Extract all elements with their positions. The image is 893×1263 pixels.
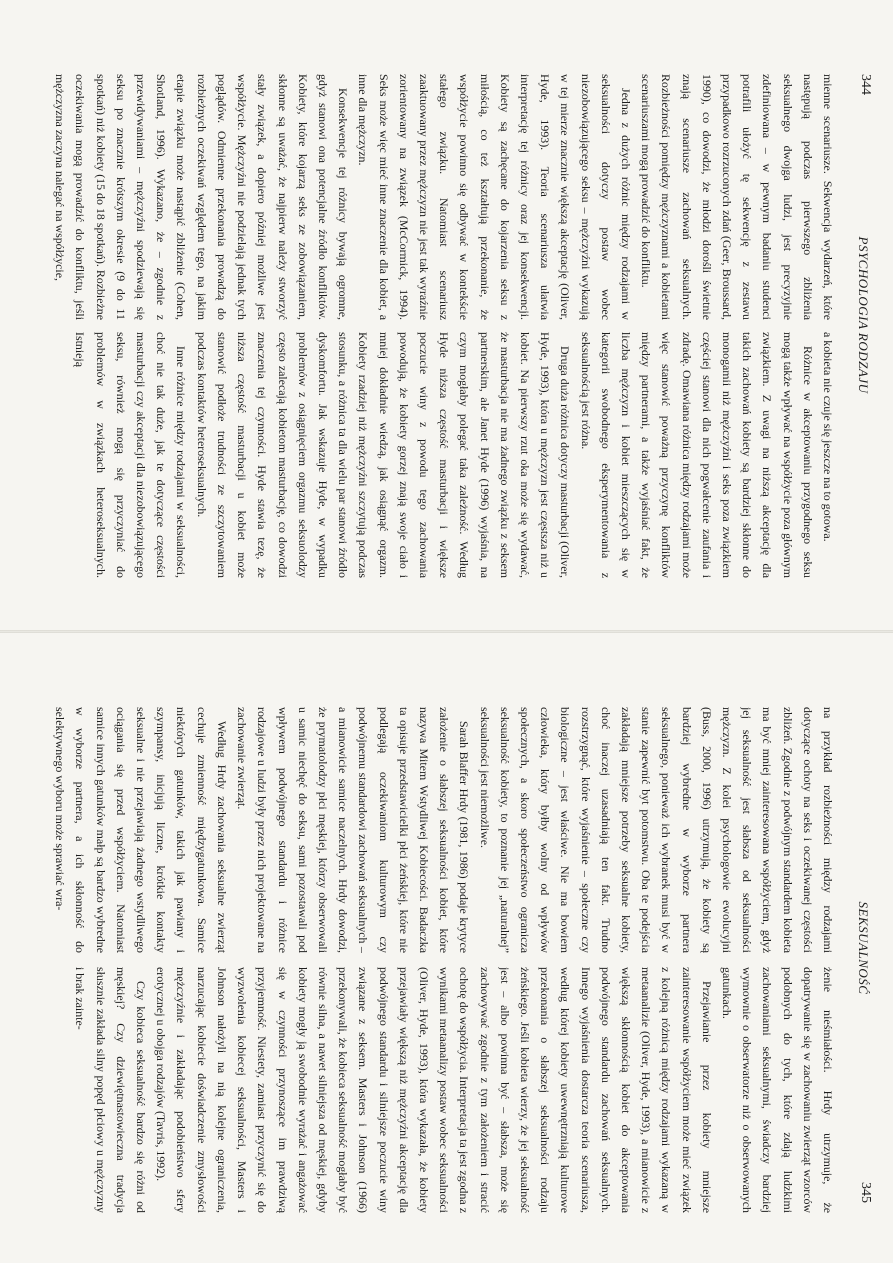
- paragraph: Inne różnice między rodzajami w seksualności, choć nie tak duże, jak te dotyczące częstości masturbacji czy akceptacji dla niezobowiązującego seksu, również mogą się przyczyniać do problemów w związkach heteroseksualnych. Istnieją: [73, 332, 189, 578]
- paragraph: Jedna z dużych różnic między rodzajami w seksualności dotyczy postaw wobec niezobowiązującego seksu – mężczyźni wykazują w tej mierze znacznie większą akceptację (Oliver, Hyde, 1993). Teoria scenariusza ułatwia interpretację tej różnicy oraz jej konsekwencji. Kobiety są zachęcane do kojarzenia seksu z miłością, co też kształtują przekonanie, że współżycie powinno się odbywać w kontekście stałego związku. Natomiast scenariusz zaaktuowany przez mężczyzn nie jest tak wyraźnie zorientowany na związek (McCormick, 1994). Seks może więc mieć inne znaczenie dla kobiet, a inne dla mężczyzn.: [356, 74, 633, 320]
- left-column-2: [38, 332, 838, 578]
- paragraph: Konsekwencje tej różnicy bywają ogromne, gdyż stanowi ona potencjalne źródło konfliktów. Kobiety, które kojarzą seks ze zobowiązaniem, skłonne są uważać, że najpierw należy stworzyć stały związek, a dopiero później możliwe jest współżycie. Mężczyźni nie podzielają jednak tych poglądów. Odmienne przekonania prowadzą do rozbieżnych oczekiwań względem tego, na jakim etapie związku może nastąpić zbliżenie (Cohen, Shotland, 1996). Wykazano, że – zgodnie z przewidywaniami – mężczyźni spodziewają się seksu po znacznie krótszym okresie (9 do 11 spotkań) niż kobiety (15 do 18 spotkań). Rozbieżne oczekiwania mogą prowadzić do konfliktu, jeśli mężczyzna zaczyna nalegać na współżycie,: [53, 74, 351, 320]
- paragraph: na przykład rozbieżności między rodzajami dotyczące ochoty na seks i oczekiwanej częstości zbliżeń. Zgodnie z podwójnym standardem kobieta ma być mniej zainteresowana współżyciem, gdyż jej seksualność jest słabsza od seksualności mężczyzn. Z kolei psychologowie ewolucyjni (Buss, 2000, 1996) utrzymują, że kobiety są bardziej wybredne w wyborze partnera seksualnego, ponieważ ich wybranek musi być w stanie zapewnić byt potomstwu. Oba te podejścia zakładają mniejsze potrzeby seksualne kobiety, choć inaczej uzasadniają ten fakt. Trudno rozstrzygnąć, które wyjaśnienie – społeczne czy biologiczne – jest właściwe. Nie ma bowiem człowieka, który byłby wolny od wpływów społecznych, a skoro społeczeństwo ogranicza seksualność kobiety, to poznanie jej „naturalnej” seksualności jest niemożliwe.: [477, 707, 835, 953]
- paragraph: Czy kobieca seksualność bardzo się różni od męskiej? Czy dziewiętnastowieczna tradycja słusznie zakłada silny popęd płciowy u mężczyzny i brak zainte-: [73, 967, 149, 1213]
- right-column-2: [38, 967, 838, 1213]
- left-column-1: [38, 74, 838, 320]
- paragraph: Według Hrdy zachowania seksualne zwierząt cechuje zmienność międzygatunkowa. Samice niektórych gatunków, takich jak pawiany i szympansy, inicjują liczne, krótkie kontakty seksualne i nie przejawiają żadnego wstydliwego ociągania się przed współżyciem. Natomiast samice innych gatunków małp są bardzo wybredne w wyborze partnera, a ich skłonność do selektywnego wyboru może sprawiać wra-: [53, 707, 229, 953]
- paragraph: żenie nieśmiałości. Hrdy utrzymuje, że dopatrywanie się w zachowaniu zwierząt wzorców podobnych do tych, które zdają ludzkimi zachowaniami seksualnymi, świadczy bardziej wymownie o obserwatorze niż o obserwowanych gatunkach.: [719, 967, 835, 1213]
- left-page: [0, 0, 893, 630]
- paragraph: mienne scenariusze. Sekwencja wydarzeń, które następują podczas pierwszego zbliżenia seksualnego dwojga ludzi, jest precyzyjnie zdefiniowana – w pewnym badaniu studenci potrafili ułożyć tę sekwencję z zestawu przypadkowo rozrzuconych zdań (Geer, Broussard, 1990), co dowodzi, że młodzi dorośli świetnie znają scenariusze zachowań seksualnych. Rozbieżności pomiędzy mężczyznami a kobietami scenariuszami mogą prowadzić do konfliktu.: [639, 74, 835, 320]
- running-head-left: PSYCHOLOGIA RODZAJU: [856, 236, 871, 394]
- page-number-right: 345: [858, 1182, 873, 1203]
- paragraph: Różnice w akceptowaniu przygodnego seksu mogą także wpływać na współżycie poza głównym związkiem. Z uwagi na niższą akceptację dla takich zachowań kobiety są bardziej skłonne do monogamii niż mężczyźni i seks poza związkiem częściej stanowi dla nich pogwałcenie zaufania i zdradę. Omawiana różnica między rodzajami może więc stanowić poważną przyczynę konfliktów między partnerami, a także wyjaśniać fakt, że liczba mężczyzn i kobiet mieszczących się w kategorii swobodnego eksperymentowania z seksualnością jest różna.: [578, 332, 815, 578]
- right-page: [0, 633, 893, 1263]
- page-number-left: 344: [858, 74, 873, 95]
- paragraph: Druga duża różnica dotyczy masturbacji (Oliver, Hyde, 1993), która u mężczyzn jest częstsza niż u kobiet. Na pierwszy rzut oka może się wydawać, że masturbacja nie ma żadnego związku z seksem partnerskim, ale Janet Hyde (1996) wyjaśnia, na czym mogłaby polegać taka zależność. Według Hyde niższa częstość masturbacji i większe poczucie winy z powodu tego zachowania powodują, że kobiety gorzej znają swoje ciało i mniej dokładnie wiedzą, jak osiągnąć orgazm. Kobiety rzadziej niż mężczyźni szczytują podczas stosunku, a różnica ta dla wielu par stanowi źródło dyskomfortu. Jak wskazuje Hyde, w wypadku problemów z osiągnięciem orgazmu seksuolodzy często zalecają kobietom masturbację, co dowodzi znaczenia tej czynności. Hyde stawia tezę, że niższa częstość masturbacji u kobiet może stanowić podłoże trudności ze szczytowaniem podczas kontaktów heteroseksualnych.: [194, 332, 573, 578]
- right-column-1: [38, 707, 838, 953]
- running-head-right: SEKSUALNOŚĆ: [856, 901, 871, 995]
- paragraph: Przejawianie przez kobiety mniejsze zainteresowanie współżyciem może mieć związek z kolejną różnicą między rodzajami wykazaną w metaanalizie (Oliver, Hyde, 1993), a mianowicie z większą skłonnością kobiet do akceptowania podwójnego standardu zachowań seksualnych. Innego wyjaśnienia dostarcza teoria scenariusza, według której kobiety uwewnętrzniają kulturowe przekonania o słabszej seksualności rodzaju żeńskiego. Jeśli kobieta wierzy, że jej seksualność jest – albo powinna być – słabsza, może się zachowywać zgodnie z tym założeniem i stracić ochotę do współżycia. Interpretacja ta jest zgodna z wynikami metaanalizy postaw wobec seksualności (Oliver, Hyde, 1993), która wykazała, że kobiety przejawiały większą niż mężczyźni akceptację dla podwójnego standardu i silniejsze poczucie winy związane z seksem. Masters i Johnson (1966) przekonywali, że kobieca seksualność mogłaby być równie silna, a nawet silniejsza od męskiej, gdyby kobiety mogły ją swobodnie wyrażać i angażować się w czynności przynoszące im prawdziwą przyjemność. Niestety, zamiast przyczynić się do wyzwolenia kobiecej seksualności, Masters i Johnson nałożyli na nią kolejne ograniczenia, narzucając kobiecie doświadczenie zmysłowości mężczyźnie i zakładając podobieństwo sfery erotycznej u obojga rodzajów (Tavris, 1992).: [154, 967, 714, 1213]
- paragraph: a kobieta nie czuje się jeszcze na to gotowa.: [821, 332, 835, 542]
- paragraph: Sarah Blaffer Hrdy (1981, 1986) podaje krytyce założenie o słabszej seksualności kobiet, które nazywa Mitem Wstydliwej Kobiecości. Badaczka ta opisuje przedstawicielki płci żeńskiej, które nie podlegają oczekiwaniom kulturowym czy podwójnemu standardowi zachowań seksualnych – a mianowicie samice naczelnych. Hrdy dowodzi, że prymatolodzy płci męskiej, którzy obserwowali u samic niechęć do seksu, sami pozostawali pod wpływem podwójnego standardu i różnice rodzajowe u ludzi były przez nich projektowane na zachowanie zwierząt.: [235, 707, 472, 953]
